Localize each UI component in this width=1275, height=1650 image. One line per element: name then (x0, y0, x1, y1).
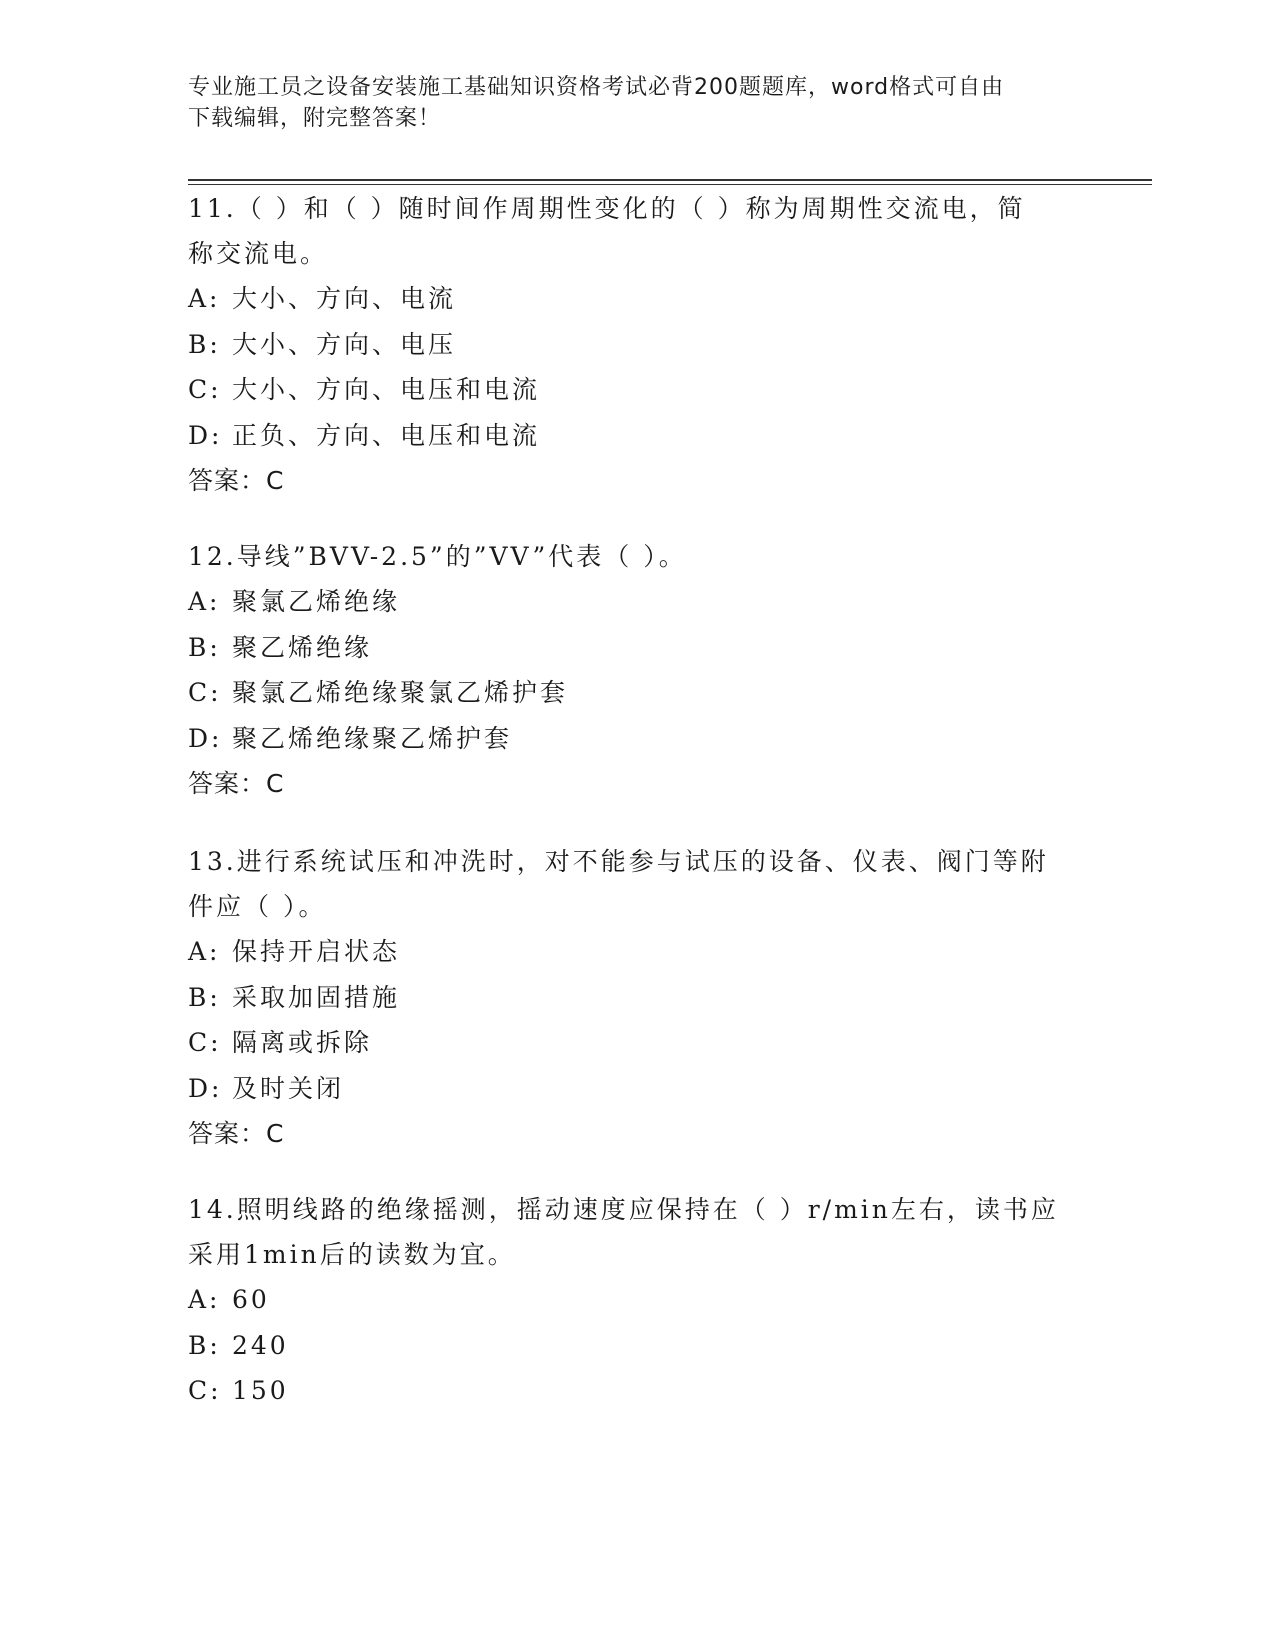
option-b (188, 625, 1088, 671)
option-c (188, 670, 1088, 716)
option-d (188, 1066, 1088, 1112)
option-text: 保持开启状态 (232, 937, 401, 966)
header-divider-thin (188, 184, 1152, 185)
option-label: B: (188, 632, 221, 662)
option-label: B: (188, 982, 221, 1012)
option-label: D: (188, 420, 223, 450)
option-text: 及时关闭 (232, 1073, 345, 1103)
option-d (188, 413, 1088, 459)
option-label: A: (188, 284, 221, 313)
option-label: A: (188, 1285, 221, 1314)
option-label: A: (188, 587, 221, 616)
option-c (188, 1020, 1088, 1066)
option-text: 150 (232, 1376, 289, 1405)
option-text: 隔离或拆除 (232, 1028, 373, 1057)
question-12 (188, 534, 1088, 806)
option-text: 大小、方向、电压和电流 (232, 375, 541, 404)
question-text-line: 称交流电。 (188, 239, 329, 268)
answer: 答案：C (188, 769, 285, 798)
option-text: 聚乙烯绝缘 (232, 632, 373, 662)
option-text: 聚乙烯绝缘聚乙烯护套 (232, 723, 513, 753)
question-text-line: 12.导线”BVV-2.5”的”VV”代表（ ）。 (188, 542, 687, 571)
option-label: C: (188, 678, 222, 707)
header-divider-thick (188, 179, 1152, 181)
question-13 (188, 839, 1088, 1156)
option-label: C: (188, 375, 222, 404)
answer: 答案：C (188, 1119, 285, 1148)
question-11 (188, 186, 1088, 503)
option-text: 大小、方向、电压 (232, 329, 457, 359)
option-b (188, 322, 1088, 368)
option-text: 240 (232, 1330, 289, 1360)
option-text: 聚氯乙烯绝缘聚氯乙烯护套 (232, 678, 569, 707)
option-d (188, 716, 1088, 762)
option-label: D: (188, 1073, 223, 1103)
option-label: C: (188, 1376, 222, 1405)
option-label: B: (188, 329, 221, 359)
option-a (188, 579, 1088, 625)
question-text-line: 11.（ ）和（ ）随时间作周期性变化的（ ）称为周期性交流电，简 (188, 194, 1026, 223)
option-text: 60 (232, 1285, 270, 1314)
question-text-line: 14.照明线路的绝缘摇测，摇动速度应保持在（ ）r/min左右，读书应 (188, 1195, 1059, 1224)
option-c (188, 1368, 1088, 1414)
option-c (188, 367, 1088, 413)
option-text: 聚氯乙烯绝缘 (232, 587, 401, 616)
option-a (188, 276, 1088, 322)
question-text-line: 采用1min后的读数为宜。 (188, 1240, 516, 1269)
option-text: 大小、方向、电流 (232, 284, 457, 313)
option-b (188, 975, 1088, 1021)
option-a (188, 929, 1088, 975)
question-14 (188, 1187, 1088, 1414)
question-text-line: 13.进行系统试压和冲洗时，对不能参与试压的设备、仪表、阀门等附 (188, 847, 1049, 876)
option-label: A: (188, 937, 221, 966)
option-label: B: (188, 1330, 221, 1360)
option-text: 正负、方向、电压和电流 (232, 420, 541, 450)
option-label: D: (188, 723, 223, 753)
answer: 答案：C (188, 466, 285, 495)
option-label: C: (188, 1028, 222, 1057)
option-b (188, 1323, 1088, 1369)
option-text: 采取加固措施 (232, 982, 401, 1012)
question-text-line: 件应（ ）。 (188, 892, 327, 921)
header-line-1: 专业施工员之设备安装施工基础知识资格考试必背200题题库，word格式可自由 (188, 75, 1005, 100)
header-line-2: 下载编辑，附完整答案！ (188, 106, 442, 131)
option-a (188, 1277, 1088, 1323)
document-header (188, 72, 1068, 134)
